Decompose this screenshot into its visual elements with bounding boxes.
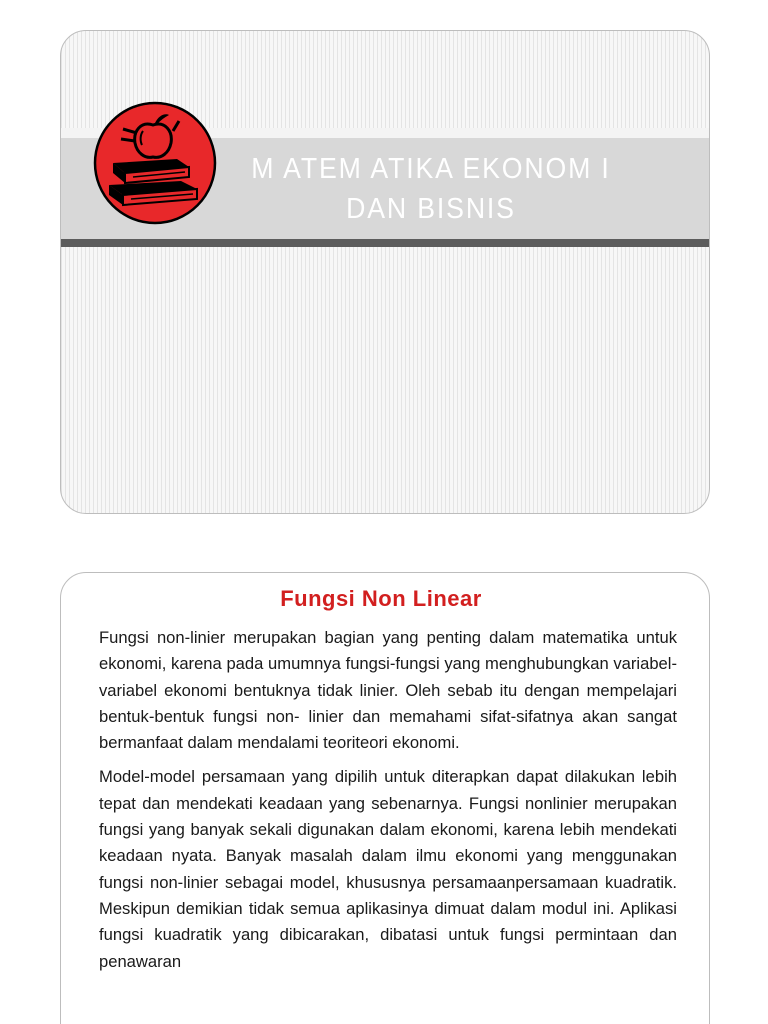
title-slide bbox=[60, 30, 710, 514]
body-paragraph-2: Model-model persamaan yang dipilih untuk diterapkan dapat dilakukan lebih tepat dan mendekati keadaan yang sebenarnya. Fungsi nonlinier merupakan fungsi yang banyak sekali digunakan dalam ekonomi, karena lebih mendekati keadaan nyata. Banyak masalah dalam ilmu ekonomi yang menggunakan fungsi non-linier sebagai model, khususnya persamaanpersamaan kuadratik. Meskipun demikian tidak semua aplikasinya dimuat dalam modul ini. Aplikasi fungsi kuadratik yang dibicarakan, dibatasi untuk fungsi permintaan dan penawaran bbox=[99, 767, 677, 971]
books-apple-icon bbox=[93, 101, 217, 225]
body-paragraph-1: Fungsi non-linier merupakan bagian yang penting dalam matematika untuk ekonomi, karena pada umumnya fungsi-fungsi yang menghubungkan variabel-variabel ekonomi bentuknya tidak linier. Oleh sebab itu dengan mempelajari bentuk-bentuk fungsi non- linier dan memahami sifat-sifatnya akan sangat bermanfaat dalam mendalami teoriteori ekonomi. bbox=[99, 628, 677, 753]
slide-title-line-1: M ATEM ATIKA EKONOM I bbox=[251, 153, 611, 185]
slide-heading: Fungsi Non Linear bbox=[280, 586, 482, 611]
slide-body bbox=[99, 625, 677, 983]
slide-title-line-2: DAN BISNIS bbox=[346, 193, 516, 225]
content-slide bbox=[60, 572, 710, 1024]
slide-title bbox=[229, 149, 634, 229]
title-rule bbox=[61, 239, 709, 247]
